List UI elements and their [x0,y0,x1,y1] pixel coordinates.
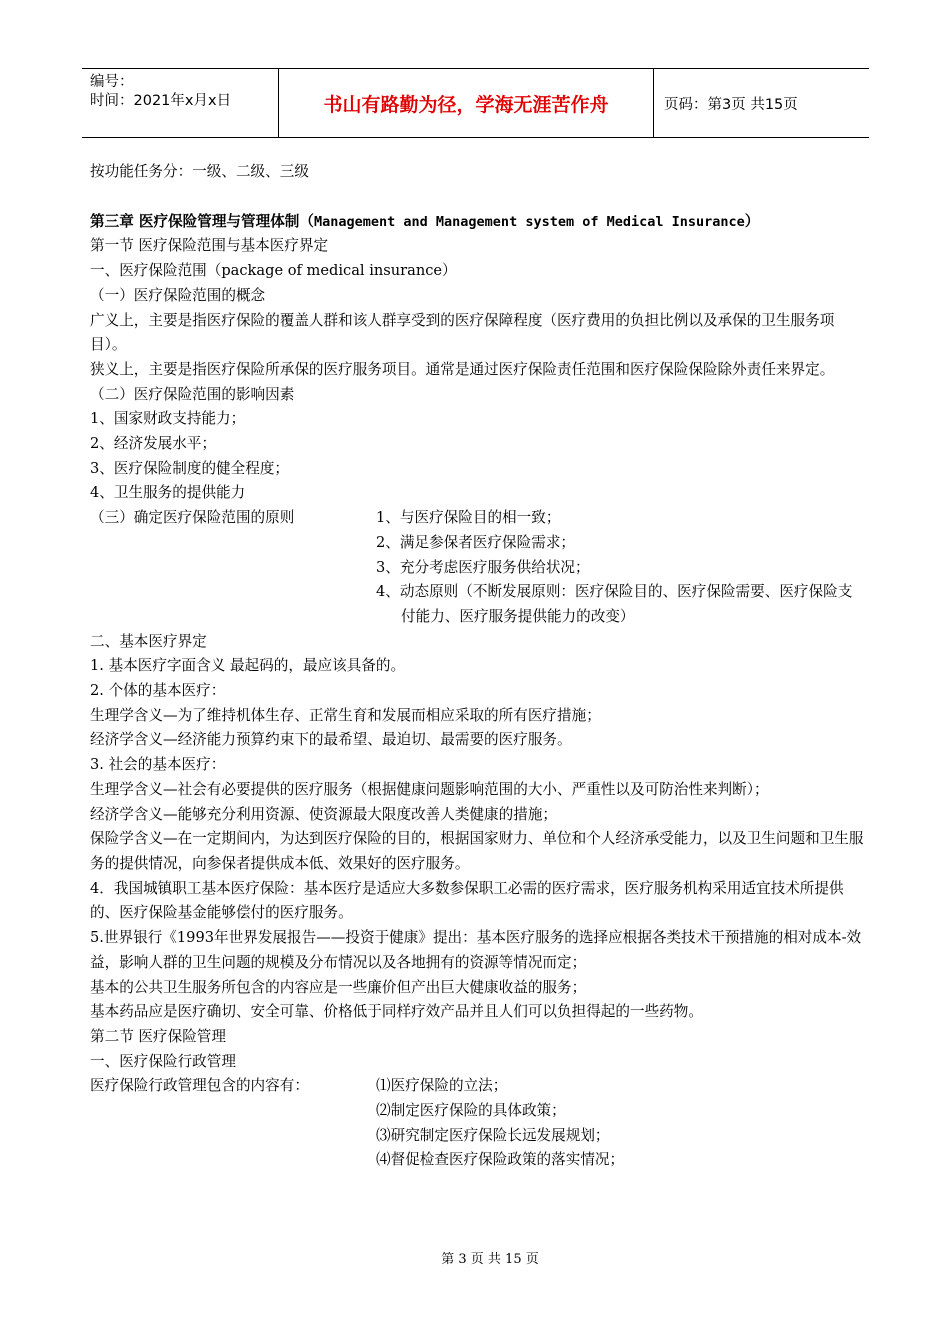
chapter-heading: 第三章 医疗保险管理与管理体制（Management and Management system of Medical Insurance） [90,212,760,230]
text-line: 1. 基本医疗字面含义 最起码的，最应该具备的。 [90,657,406,675]
header-left-cell [82,69,279,137]
text-line: 3. 社会的基本医疗： [90,756,226,774]
list-item: ⑷督促检查医疗保险政策的落实情况； [376,1151,625,1169]
paragraph: 生理学含义—社会有必要提供的医疗服务（根据健康问题影响范围的大小、严重性以及可防治性来判断）； [90,780,769,798]
principles-list [376,506,865,630]
list-item: 4、动态原则（不断发展原则：医疗保险目的、医疗保险需要、医疗保险支付能力、医疗服务提供能力的改变） [376,583,853,625]
text-line: 一、医疗保险行政管理 [90,1052,236,1070]
list-item: ⑵制定医疗保险的具体政策； [376,1102,566,1120]
text-line: 经济学含义—经济能力预算约束下的最希望、最迫切、最需要的医疗服务。 [90,731,572,749]
text-line: 按功能任务分：一级、二级、三级 [90,163,309,180]
paragraph: 4．我国城镇职工基本医疗保险：基本医疗是适应大多数参保职工必需的医疗需求，医疗服务机构采用适宜技术所提供的、医疗保险基金能够偿付的医疗服务。 [90,879,844,922]
principles-title: （三）确定医疗保险范围的原则 [90,509,295,527]
paragraph: 狭义上，主要是指医疗保险所承保的医疗服务项目。通常是通过医疗保险责任范围和医疗保险保险除外责任来界定。 [90,360,835,378]
list-item: 3、充分考虑医疗服务供给状况； [376,558,590,576]
section-heading: 第二节 医疗保险管理 [90,1027,226,1045]
paragraph: 保险学含义—在一定期间内，为达到医疗保险的目的，根据国家财力、单位和个人经济承受能力，以及卫生问题和卫生服务的提供情况，向参保者提供成本低、效果好的医疗服务。 [90,830,864,872]
list-item: ⑴医疗保险的立法； [376,1077,508,1095]
paragraph: 广义上，主要是指医疗保险的覆盖人群和该人群享受到的医疗保障程度（医疗费用的负担比例以及承保的卫生服务项目）。 [90,311,835,354]
list-item: ⑶研究制定医疗保险长远发展规划； [376,1126,610,1144]
text-line: 经济学含义—能够充分利用资源、使资源最大限度改善人类健康的措施； [90,805,558,823]
list-item: 2、满足参保者医疗保险需求； [376,533,576,551]
footer-page-number: 第 3 页 共 15 页 [441,1252,539,1267]
text-line: 生理学含义—为了维持机体生存、正常生育和发展而相应采取的所有医疗措施； [90,706,601,724]
text-line: （一）医疗保险范围的概念 [90,286,266,304]
text-line: 3、医疗保险制度的健全程度； [90,459,290,477]
admin-content-title: 医疗保险行政管理包含的内容有： [90,1077,309,1095]
text-line: （二）医疗保险范围的影响因素 [90,385,295,403]
text-line: 2. 个体的基本医疗： [90,682,226,700]
principles-block [90,506,865,630]
text-line: 一、医疗保险范围（package of medical insurance） [90,262,457,280]
text-line: 二、基本医疗界定 [90,632,207,650]
admin-content-block [90,1074,865,1173]
motto: 书山有路勤为径，学海无涯苦作舟 [279,69,654,137]
list-item: 1、与医疗保险目的相一致； [376,509,561,527]
page-label: 页码：第3页 共15页 [664,96,798,113]
text-line: 4、卫生服务的提供能力 [90,484,246,502]
header-table [82,68,869,138]
text-line: 1、国家财政支持能力； [90,410,246,428]
document-body [90,160,865,1173]
section-heading: 第一节 医疗保险范围与基本医疗界定 [90,237,329,255]
page-footer [0,1248,950,1267]
text-line: 2、经济发展水平； [90,435,217,453]
number-label: 编号： [90,74,134,90]
text-line: 基本的公共卫生服务所包含的内容应是一些廉价但产出巨大健康收益的服务； [90,978,587,996]
text-line: 基本药品应是医疗确切、安全可靠、价格低于同样疗效产品并且人们可以负担得起的一些药物。 [90,1003,703,1021]
paragraph: 5.世界银行《1993年世界发展报告——投资于健康》提出：基本医疗服务的选择应根据各类技术干预措施的相对成本-效益，影响人群的卫生问题的规模及分布情况以及各地拥有的资源等情况而定； [90,929,862,971]
admin-content-list [376,1074,865,1173]
time-label: 时间：2021年x月x日 [90,93,232,109]
